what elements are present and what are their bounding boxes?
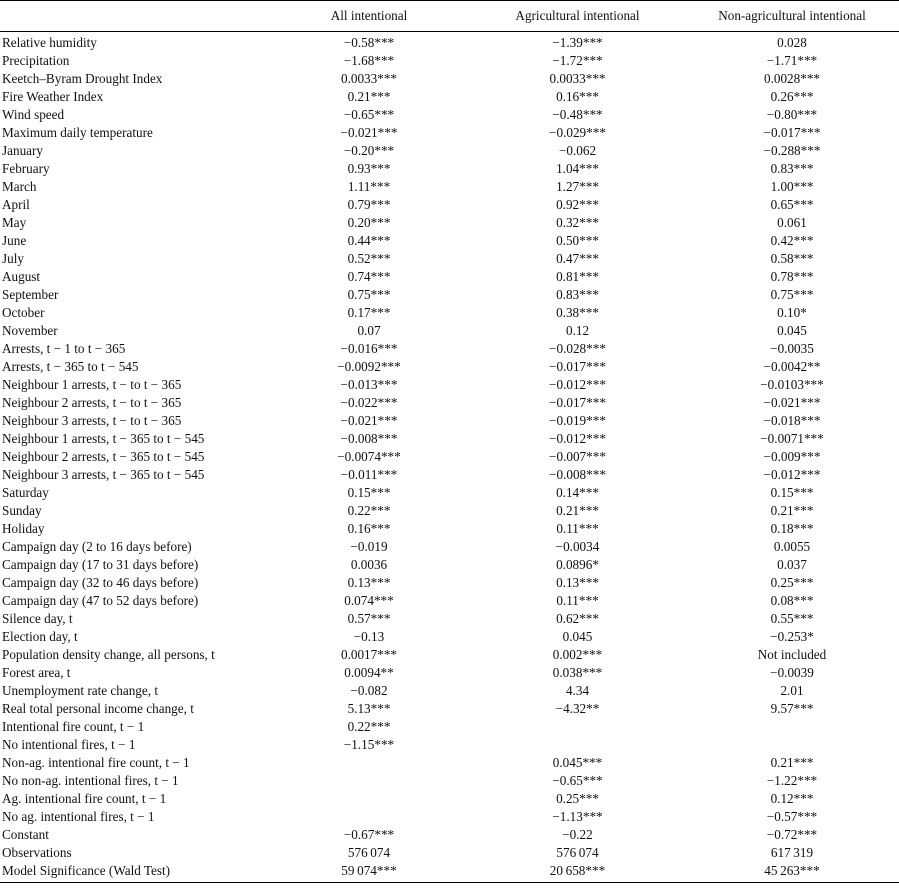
coefficient-cell: −0.017*** — [763, 125, 821, 140]
coefficient-cell: 576 074 — [347, 845, 391, 860]
coefficient-cell — [685, 718, 899, 736]
coefficient-cell: 0.045 — [562, 629, 593, 644]
table-row — [0, 160, 899, 178]
coefficient-cell: −0.0039 — [770, 665, 814, 680]
table-row — [0, 412, 899, 430]
coefficient-cell: 0.42*** — [770, 233, 814, 248]
coefficient-cell: 0.0036 — [350, 557, 388, 572]
coefficient-cell: 0.0028*** — [763, 71, 821, 86]
coefficient-cell: 0.11*** — [556, 593, 599, 608]
coefficient-cell: −1.13*** — [552, 809, 603, 824]
row-label: April — [2, 197, 30, 212]
table-row — [0, 430, 899, 448]
coefficient-cell: −0.017*** — [549, 395, 606, 410]
table-row — [0, 592, 899, 610]
coefficient-cell — [268, 754, 470, 772]
coefficient-cell — [268, 808, 470, 826]
table-row — [0, 538, 899, 556]
coefficient-cell: −0.011*** — [340, 467, 398, 482]
coefficient-cell: 0.47*** — [556, 251, 599, 266]
coefficient-cell: −0.57*** — [766, 809, 818, 824]
coefficient-cell: 1.00*** — [770, 179, 814, 194]
coefficient-cell: −0.018*** — [763, 413, 821, 428]
row-label: Sunday — [2, 503, 42, 518]
table-row — [0, 862, 899, 883]
row-label: Model Significance (Wald Test) — [0, 862, 268, 883]
coefficient-cell: 0.21*** — [347, 89, 391, 104]
coefficient-cell: −0.20*** — [343, 143, 395, 158]
table-row — [0, 610, 899, 628]
row-label: Campaign day (17 to 31 days before) — [2, 557, 199, 572]
table-row — [0, 574, 899, 592]
coefficient-cell: −1.15*** — [343, 737, 395, 752]
row-label: Fire Weather Index — [2, 89, 104, 104]
coefficient-cell: −0.13 — [353, 629, 385, 644]
coefficient-cell: −0.009*** — [763, 449, 821, 464]
row-label: March — [2, 179, 37, 194]
row-label: Forest area, t — [2, 665, 71, 680]
coefficient-cell: 0.38*** — [556, 305, 599, 320]
coefficient-cell: −0.019*** — [549, 413, 606, 428]
table-row — [0, 556, 899, 574]
table-row — [0, 682, 899, 700]
table-row — [0, 700, 899, 718]
coefficient-cell — [685, 736, 899, 754]
coefficient-cell: −0.028*** — [549, 341, 606, 356]
coefficient-cell — [268, 772, 470, 790]
table-row — [0, 844, 899, 862]
coefficient-cell: −0.021*** — [340, 413, 398, 428]
coefficient-cell: −0.022*** — [340, 395, 398, 410]
header-row — [0, 1, 899, 32]
table-row — [0, 790, 899, 808]
coefficient-cell: 59 074*** — [268, 862, 470, 883]
table-row — [0, 376, 899, 394]
coefficient-cell: 0.92*** — [556, 197, 599, 212]
table-row — [0, 52, 899, 70]
coefficient-cell: −0.007*** — [549, 449, 606, 464]
coefficient-cell — [470, 736, 685, 754]
coefficient-cell: −0.012*** — [549, 377, 606, 392]
coefficient-cell: 0.045*** — [552, 755, 603, 770]
row-label: October — [2, 305, 45, 320]
row-label: Constant — [2, 827, 49, 842]
coefficient-cell: −0.0035 — [770, 341, 814, 356]
coefficient-cell: −0.58*** — [343, 35, 395, 50]
coefficient-cell: 0.045 — [777, 323, 807, 338]
table-row — [0, 142, 899, 160]
coefficient-cell: −0.008*** — [549, 467, 606, 482]
header-non-agricultural-intentional: Non-agricultural intentional — [685, 1, 899, 32]
row-label: Keetch–Byram Drought Index — [2, 71, 163, 86]
coefficient-cell: 9.57*** — [770, 701, 814, 716]
coefficient-cell: 4.34 — [565, 683, 590, 698]
coefficient-cell: 0.26*** — [770, 89, 814, 104]
table-row — [0, 304, 899, 322]
table-row — [0, 250, 899, 268]
row-label: August — [2, 269, 41, 284]
row-label: Real total personal income change, t — [2, 701, 194, 716]
coefficient-cell: −0.288*** — [763, 143, 821, 158]
coefficient-cell: −0.029*** — [549, 125, 606, 140]
coefficient-cell: 0.62*** — [556, 611, 599, 626]
row-label: Arrests, t − 1 to t − 365 — [2, 341, 126, 356]
row-label: May — [2, 215, 27, 230]
table-row — [0, 106, 899, 124]
coefficient-cell: 0.038*** — [552, 665, 603, 680]
table-row — [0, 628, 899, 646]
coefficient-cell: 0.58*** — [770, 251, 814, 266]
coefficient-cell: Not included — [757, 647, 827, 662]
coefficient-cell: 0.13*** — [556, 575, 599, 590]
row-label: Neighbour 2 arrests, t − 365 to t − 545 — [2, 449, 205, 464]
coefficient-cell: 0.17*** — [347, 305, 391, 320]
table-row — [0, 646, 899, 664]
row-label: Campaign day (47 to 52 days before) — [2, 593, 199, 608]
coefficient-cell: 0.74*** — [347, 269, 391, 284]
coefficient-cell: 0.83*** — [770, 161, 814, 176]
coefficient-cell: −0.80*** — [766, 107, 818, 122]
coefficient-cell: −0.67*** — [343, 827, 395, 842]
coefficient-cell: 0.074*** — [344, 593, 394, 608]
coefficient-cell: −0.22 — [562, 827, 593, 842]
coefficient-cell: −0.253* — [770, 629, 814, 644]
row-label: Campaign day (2 to 16 days before) — [2, 539, 192, 554]
table-row — [0, 808, 899, 826]
row-label: Ag. intentional fire count, t − 1 — [2, 791, 167, 806]
coefficient-cell: −0.013*** — [340, 377, 398, 392]
coefficient-cell: 0.12*** — [770, 791, 814, 806]
row-label: September — [2, 287, 59, 302]
coefficient-cell: 0.21*** — [556, 503, 599, 518]
coefficient-cell: 0.07 — [357, 323, 381, 338]
coefficient-cell: 0.0094** — [344, 665, 394, 680]
row-label: Wind speed — [2, 107, 65, 122]
coefficient-cell: 0.16*** — [556, 89, 599, 104]
coefficient-cell: −0.019 — [350, 539, 388, 554]
coefficient-cell: 0.81*** — [556, 269, 599, 284]
table-row — [0, 322, 899, 340]
coefficient-cell: 1.11*** — [347, 179, 391, 194]
row-label: Non-ag. intentional fire count, t − 1 — [2, 755, 190, 770]
coefficient-cell: 0.25*** — [770, 575, 814, 590]
coefficient-cell: −0.016*** — [340, 341, 398, 356]
row-label: Neighbour 3 arrests, t − 365 to t − 545 — [2, 467, 205, 482]
coefficient-cell: 0.12 — [565, 323, 590, 338]
coefficient-cell: 0.22*** — [347, 719, 391, 734]
row-label: June — [2, 233, 27, 248]
coefficient-cell: 0.93*** — [347, 161, 391, 176]
coefficient-cell: −0.48*** — [552, 107, 603, 122]
coefficient-cell: 617 319 — [770, 845, 814, 860]
coefficient-cell: −4.32** — [555, 701, 600, 716]
coefficient-cell: 45 263*** — [685, 862, 899, 883]
coefficient-cell: 0.79*** — [347, 197, 391, 212]
table-row — [0, 664, 899, 682]
row-label: Relative humidity — [2, 35, 97, 50]
coefficient-cell: 0.14*** — [556, 485, 599, 500]
coefficient-cell: 0.061 — [777, 215, 807, 230]
header-variable — [0, 1, 268, 32]
table-row — [0, 736, 899, 754]
coefficient-cell: 0.13*** — [347, 575, 391, 590]
coefficient-cell: 0.002*** — [552, 647, 603, 662]
coefficient-cell: −0.017*** — [549, 359, 606, 374]
coefficient-cell: 20 658*** — [470, 862, 685, 883]
row-label: Neighbour 1 arrests, t − to t − 365 — [2, 377, 182, 392]
row-label: Neighbour 3 arrests, t − to t − 365 — [2, 413, 182, 428]
coefficient-cell: 0.16*** — [347, 521, 391, 536]
coefficient-cell: −0.0034 — [555, 539, 600, 554]
row-label: Holiday — [2, 521, 45, 536]
row-label: No intentional fires, t − 1 — [2, 737, 136, 752]
coefficient-cell: 0.25*** — [556, 791, 599, 806]
coefficient-cell: 576 074 — [556, 845, 599, 860]
header-agricultural-intentional: Agricultural intentional — [470, 1, 685, 32]
table-row — [0, 520, 899, 538]
row-label: February — [2, 161, 50, 176]
coefficient-cell: 0.10* — [777, 305, 807, 320]
coefficient-cell: −0.65*** — [343, 107, 395, 122]
table-row — [0, 358, 899, 376]
row-label: Maximum daily temperature — [2, 125, 153, 140]
coefficient-cell: −0.0074*** — [337, 449, 401, 464]
table-header — [0, 1, 899, 32]
coefficient-cell: −1.22*** — [766, 773, 818, 788]
coefficient-cell: −1.68*** — [343, 53, 395, 68]
coefficient-cell: 0.08*** — [770, 593, 814, 608]
row-label: Neighbour 1 arrests, t − 365 to t − 545 — [2, 431, 205, 446]
coefficient-cell: 0.11*** — [556, 521, 599, 536]
coefficient-cell: 0.028 — [777, 35, 807, 50]
coefficient-cell: 0.21*** — [770, 503, 814, 518]
coefficient-cell: 2.01 — [780, 683, 804, 698]
coefficient-cell: 0.50*** — [556, 233, 599, 248]
coefficient-cell: 0.0033*** — [549, 71, 606, 86]
coefficient-cell — [470, 718, 685, 736]
coefficient-cell: 0.21*** — [770, 755, 814, 770]
table-row — [0, 394, 899, 412]
coefficient-cell: −0.008*** — [340, 431, 398, 446]
coefficient-cell: 1.04*** — [556, 161, 599, 176]
coefficient-cell: −1.72*** — [552, 53, 603, 68]
table-row — [0, 214, 899, 232]
table-row — [0, 448, 899, 466]
row-label: Unemployment rate change, t — [2, 683, 158, 698]
table-row — [0, 466, 899, 484]
table-row — [0, 826, 899, 844]
row-label: Campaign day (32 to 46 days before) — [2, 575, 199, 590]
coefficient-cell: 0.20*** — [347, 215, 391, 230]
coefficient-cell: −0.082 — [350, 683, 388, 698]
coefficient-cell: −0.012*** — [763, 467, 821, 482]
table-row — [0, 754, 899, 772]
coefficient-cell: 0.32*** — [556, 215, 599, 230]
row-label: Saturday — [2, 485, 49, 500]
coefficient-cell: 0.15*** — [347, 485, 391, 500]
coefficient-cell: 0.75*** — [347, 287, 391, 302]
table-row — [0, 772, 899, 790]
row-label: November — [2, 323, 58, 338]
row-label: Arrests, t − 365 to t − 545 — [2, 359, 139, 374]
row-label: Precipitation — [2, 53, 70, 68]
coefficient-cell: −0.021*** — [340, 125, 398, 140]
coefficient-cell: −0.72*** — [766, 827, 818, 842]
table-row — [0, 88, 899, 106]
coefficient-cell: 0.22*** — [347, 503, 391, 518]
table-body — [0, 32, 899, 883]
row-label: Observations — [2, 845, 72, 860]
table-row — [0, 178, 899, 196]
table-row — [0, 502, 899, 520]
coefficient-cell: 0.65*** — [770, 197, 814, 212]
coefficient-cell: 0.75*** — [770, 287, 814, 302]
row-label: No ag. intentional fires, t − 1 — [2, 809, 155, 824]
table-row — [0, 286, 899, 304]
table-row — [0, 268, 899, 286]
coefficient-cell: −0.65*** — [552, 773, 603, 788]
coefficient-cell: 0.83*** — [556, 287, 599, 302]
table-row — [0, 32, 899, 53]
coefficient-cell: 0.55*** — [770, 611, 814, 626]
row-label: No non-ag. intentional fires, t − 1 — [2, 773, 179, 788]
coefficient-cell: −1.39*** — [552, 35, 603, 50]
coefficient-cell: −0.021*** — [763, 395, 821, 410]
row-label: January — [2, 143, 44, 158]
coefficient-cell: 5.13*** — [347, 701, 391, 716]
coefficient-cell: −0.062 — [558, 143, 597, 158]
coefficient-cell: 0.57*** — [347, 611, 391, 626]
row-label: Intentional fire count, t − 1 — [2, 719, 145, 734]
coefficient-cell: −0.0042** — [763, 359, 821, 374]
table-row — [0, 484, 899, 502]
coefficient-cell — [268, 790, 470, 808]
coefficient-cell: 0.0033*** — [340, 71, 398, 86]
row-label: Neighbour 2 arrests, t − to t − 365 — [2, 395, 182, 410]
table-row — [0, 124, 899, 142]
coefficient-cell: 0.78*** — [770, 269, 814, 284]
coefficient-cell: 0.52*** — [347, 251, 391, 266]
table-row — [0, 718, 899, 736]
header-all-intentional: All intentional — [268, 1, 470, 32]
table-row — [0, 340, 899, 358]
row-label: Silence day, t — [2, 611, 73, 626]
coefficient-cell: 0.0055 — [773, 539, 811, 554]
coefficient-cell: −0.0071*** — [760, 431, 824, 446]
coefficient-cell: −1.71*** — [766, 53, 818, 68]
coefficient-cell: 1.27*** — [556, 179, 599, 194]
coefficient-cell: 0.037 — [777, 557, 807, 572]
coefficient-cell: 0.0017*** — [340, 647, 398, 662]
table-row — [0, 232, 899, 250]
coefficient-cell: −0.0092*** — [337, 359, 401, 374]
coefficient-cell: 0.18*** — [770, 521, 814, 536]
row-label: Population density change, all persons, t — [2, 647, 215, 662]
row-label: July — [2, 251, 24, 266]
coefficient-cell: 0.15*** — [770, 485, 814, 500]
coefficient-cell: 0.0896* — [556, 557, 599, 572]
coefficient-cell: 0.44*** — [347, 233, 391, 248]
coefficient-cell: −0.012*** — [549, 431, 606, 446]
coefficient-cell: −0.0103*** — [760, 377, 824, 392]
table-row — [0, 70, 899, 88]
row-label: Election day, t — [2, 629, 78, 644]
table-row — [0, 196, 899, 214]
